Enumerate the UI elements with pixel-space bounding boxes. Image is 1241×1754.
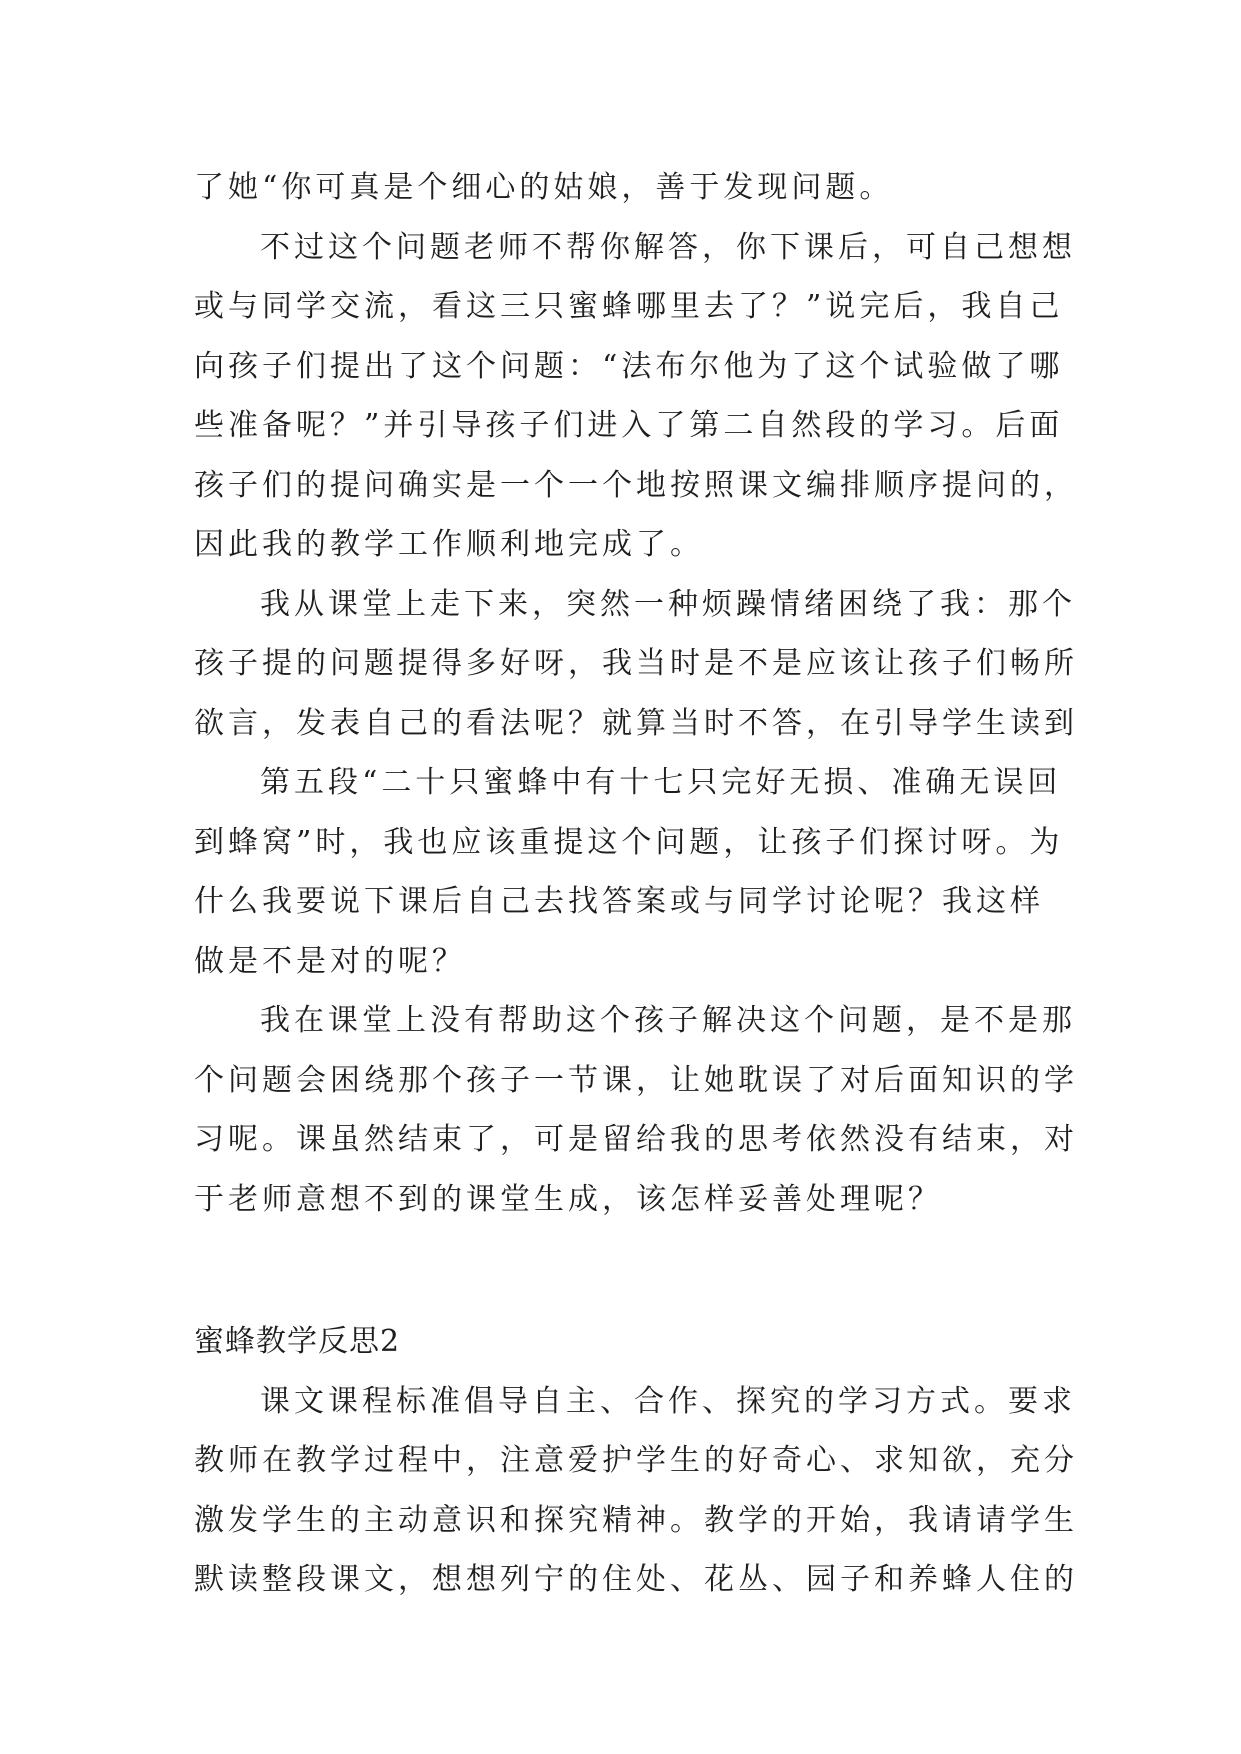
- text-line: 于老师意想不到的课堂生成，该怎样妥善处理呢？: [194, 1181, 942, 1217]
- text-line: 什么我要说下课后自己去找答案或与同学讨论呢？我这样: [194, 884, 1044, 919]
- section-heading: 蜜蜂教学反思2: [194, 1324, 401, 1359]
- text-line: 默读整段课文，想想列宁的住处、花丛、园子和养蜂人住的: [194, 1562, 1078, 1597]
- paragraph-first-line: 不过这个问题老师不帮你解答，你下课后，可自己想想: [260, 229, 1076, 265]
- text-line: 习呢。课虽然结束了，可是留给我的思考依然没有结束，对: [194, 1122, 1078, 1157]
- text-line: 向孩子们提出了这个问题：“法布尔他为了这个试验做了哪: [194, 348, 1064, 384]
- section-gap: [194, 1229, 1064, 1312]
- text-line: 孩子们的提问确实是一个一个地按照课文编排顺序提问的，: [194, 467, 1078, 503]
- text-line: 或与同学交流，看这三只蜜蜂哪里去了？”说完后，我自己: [194, 289, 1064, 324]
- paragraph-first-line: 第五段“二十只蜜蜂中有十七只完好无损、准确无误回: [260, 765, 1062, 800]
- paragraph-first-line: 我在课堂上没有帮助这个孩子解决这个问题，是不是那: [260, 1003, 1076, 1038]
- text-line: 因此我的教学工作顺利地完成了。: [194, 527, 704, 562]
- text-line: 个问题会困绕那个孩子一节课，让她耽误了对后面知识的学: [194, 1062, 1078, 1098]
- paragraph-first-line: 课文课程标准倡导自主、合作、探究的学习方式。要求: [260, 1383, 1076, 1419]
- text-line: 孩子提的问题提得多好呀，我当时是不是应该让孩子们畅所: [194, 646, 1078, 681]
- paragraph-first-line: 我从课堂上走下来，突然一种烦躁情绪困绕了我：那个: [260, 586, 1076, 622]
- text-line: 了她“你可真是个细心的姑娘，善于发现问题。: [194, 170, 894, 205]
- text-line: 教师在教学过程中，注意爱护学生的好奇心、求知欲，充分: [194, 1443, 1078, 1478]
- text-line: 激发学生的主动意识和探究精神。教学的开始，我请请学生: [194, 1502, 1078, 1538]
- text-line: 些准备呢？”并引导孩子们进入了第二自然段的学习。后面: [194, 408, 1064, 443]
- document-body: [194, 158, 1078, 1610]
- text-line: 欲言，发表自己的看法呢？就算当时不答，在引导学生读到: [194, 705, 1078, 741]
- text-line: 做是不是对的呢？: [194, 943, 466, 979]
- text-line: 到蜂窝”时，我也应该重提这个问题，让孩子们探讨呀。为: [194, 824, 1064, 860]
